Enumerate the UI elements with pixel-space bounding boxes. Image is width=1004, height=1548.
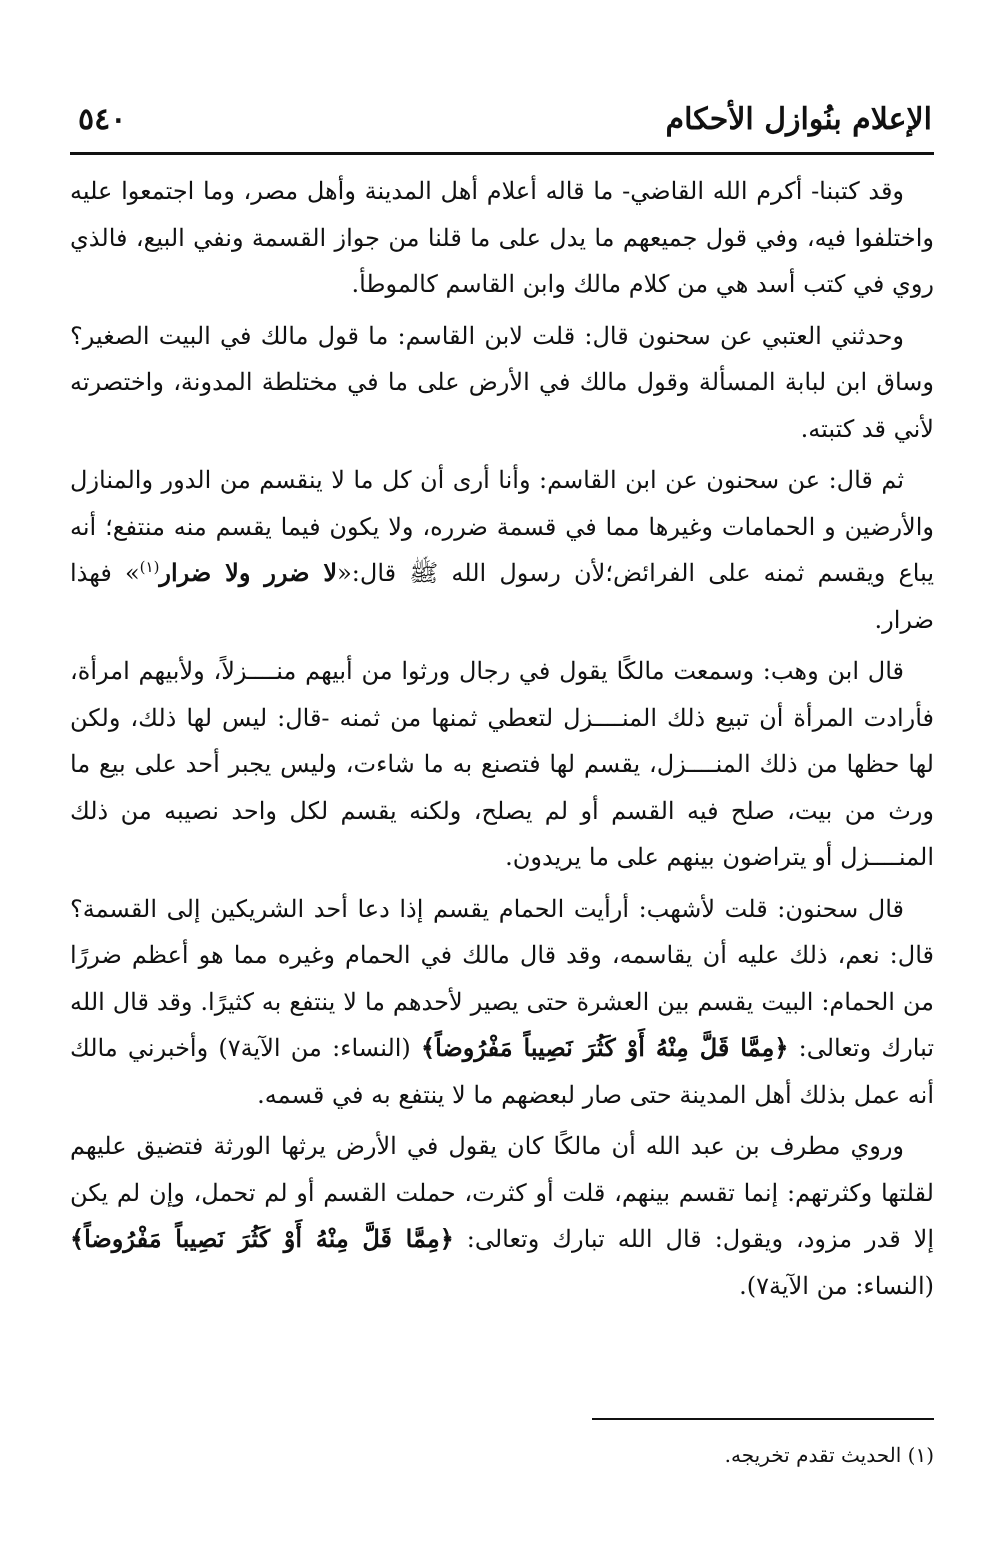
paragraph-text: وحدثني العتبي عن سحنون قال: قلت لابن القاسم: ما قول مالك في البيت الصغير؟ وساق ابن لبابة المسألة وقول مالك في الأرض على ما في مختلطة المدونة، واختصرته لأني قد كتبته. — [70, 321, 934, 443]
hadith-quote: لا ضرر ولا ضرار — [159, 558, 338, 587]
paragraph — [70, 168, 934, 308]
footnote: (١) الحديث تقدم تخريجه. — [724, 1443, 934, 1467]
footnote-reference: (١) — [139, 558, 160, 576]
paragraph-text: ثم قال: عن سحنون عن ابن القاسم: وأنا أرى أن كل ما لا ينقسم من الدور والمنازل والأرضين و الحمامات وغيرها مما في قسمة ضرره، ولا يكون فيما يقسم منه منتفع؛ أنه يباع ويقسم ثمنه على الفرائض؛لأن رسول الله ﷺ قال:« — [70, 466, 934, 587]
document-page — [70, 0, 934, 1548]
paragraph — [70, 457, 934, 643]
paragraph-text: (النساء: من الآية٧) وأخبرني مالك أنه عمل بذلك أهل المدينة حتى صار لبعضهم ما لا ينتفع به في قسمه. — [70, 1034, 934, 1109]
paragraph-text: قال سحنون: قلت لأشهب: أرأيت الحمام يقسم إذا دعا أحد الشريكين إلى القسمة؟ قال: نعم، ذلك عليه أن يقاسمه، وقد قال مالك في الحمام وغيره مما هو أعظم ضررًا من الحمام: البيت يقسم بين العشرة حتى يصير لأحدهم ما لا ينتفع به كثيرًا. وقد قال الله تبارك وتعالى: — [70, 894, 935, 1062]
header-divider — [70, 152, 934, 155]
page-header — [70, 96, 934, 152]
paragraph-text: وروي مطرف بن عبد الله أن مالكًا كان يقول في الأرض يرثها الورثة فتضيق عليهم لقلتها وكثرتهم: إنما تقسم بينهم، قلت أو كثرت، حملت القسم أو لم تحمل، وإن لم يكن إلا قدر مزود، ويقول: قال الله تبارك وتعالى: — [70, 1132, 935, 1253]
quran-verse: ﴿مِمَّا قَلَّ مِنْهُ أَوْ كَثُرَ نَصِيباً مَفْرُوضاً﴾ — [421, 1033, 789, 1062]
paragraph-text: (النساء: من الآية٧). — [739, 1271, 934, 1300]
running-title: الإعلام بنُوازل الأحكام — [665, 102, 932, 137]
paragraph-text: وقد كتبنا- أكرم الله القاضي- ما قاله أعلام أهل المدينة وأهل مصر، وما اجتمعوا عليه واختلفوا فيه، وفي قول جميعهم ما يدل على ما قلنا من جواز القسمة ونفي البيع، فالذي روي في كتب أسد هي من كلام مالك وابن القاسم كالموطأ. — [70, 177, 934, 298]
footnote-divider — [592, 1418, 934, 1420]
quran-verse: ﴿مِمَّا قَلَّ مِنْهُ أَوْ كَثُرَ نَصِيباً مَفْرُوضاً﴾ — [70, 1224, 454, 1253]
paragraph-text: » فهذا ضرار. — [70, 559, 934, 634]
page-number: ٥٤٠ — [78, 102, 127, 137]
paragraph — [70, 648, 934, 881]
paragraph-text: قال ابن وهب: وسمعت مالكًا يقول في رجال ورثوا من أبيهم منــــزلاً، ولأبيهم امرأة، فأرادت المرأة أن تبيع ذلك المنــــزل لتعطي ثمنها من ثمنه -قال: ليس لها ذلك، ولكن لها حظها من ذلك المنــــزل، يقسم لها فتصنع به ما شاءت، وليس يجبر أحد على بيع ما ورث من بيت، صلح فيه القسم أو لم يصلح، ولكنه يقسم لكل واحد نصيبه من ذلك المنــــزل أو يتراضون بينهم على ما يريدون. — [70, 657, 934, 871]
paragraph — [70, 1123, 934, 1309]
paragraph — [70, 313, 934, 453]
paragraph — [70, 886, 934, 1119]
main-text — [70, 168, 934, 1314]
